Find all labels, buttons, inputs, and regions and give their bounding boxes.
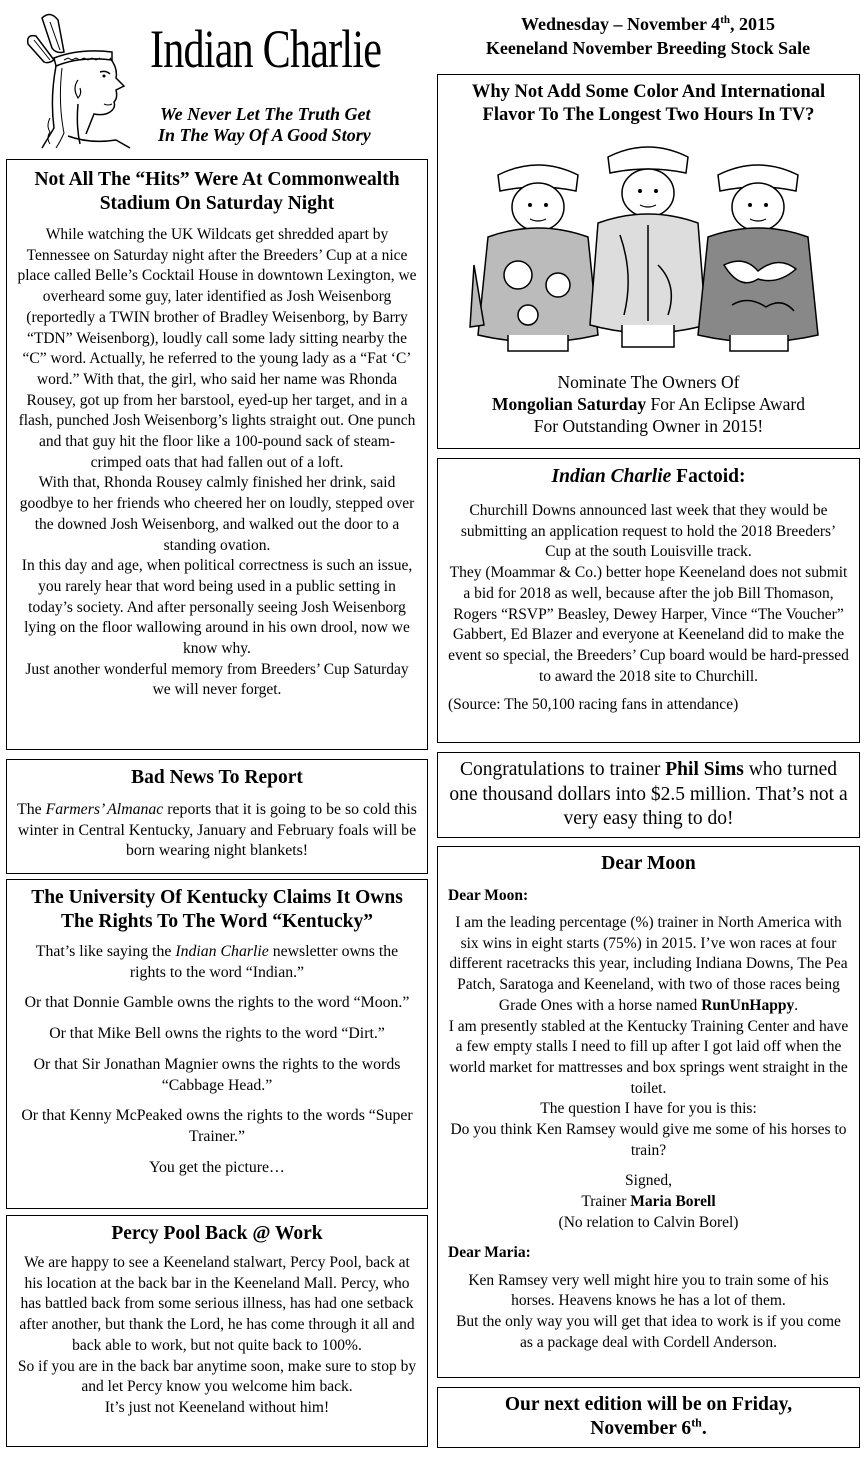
factoid-paragraph-2: They (Moammar & Co.) better hope Keeneland does not submit a bid for 2018 as well, because after the job Bill Thomason, Rogers “RSVP” Beasley, Dewey Harper, Vince “The Voucher” Gabbert, Ed Blazer and everyone at Keeneland did to make the event so special, the Breeders’ Cup board would be hard-pressed to award the 2018 site to Churchill.	[448, 564, 849, 685]
horse-name: RunUnHappy	[701, 996, 795, 1014]
letter-paragraph-4: Do you think Ken Ramsey would give me some of his horses to train?	[450, 1121, 847, 1159]
indian-head-logo	[20, 8, 150, 150]
letter-paragraph-3: The question I have for you is this:	[540, 1100, 757, 1118]
hits-paragraph-2: With that, Rhonda Rousey calmly finished her drink, said goodbye to her friends who cheered her on loudly, stepped over the downed Josh Weisenborg, and walked out the door to a standing ovation.	[19, 474, 415, 554]
dear-moon-box	[437, 846, 860, 1378]
next-edition-line-1: Our next edition will be on Friday,	[504, 1394, 793, 1415]
percy-paragraph-3: It’s just not Keeneland without him!	[104, 1398, 330, 1416]
letter-salutation: Dear Moon:	[448, 887, 529, 904]
signer-relation: (No relation to Calvin Borel)	[558, 1213, 739, 1231]
uk-rights-box	[6, 879, 428, 1209]
percy-box	[6, 1215, 428, 1447]
caption-line-2: Mongolian Saturday For An Eclipse Award	[492, 394, 805, 414]
congrats-box	[437, 752, 860, 838]
mongolian-caption	[448, 371, 849, 437]
hits-paragraph-3: In this day and age, when political correctness is such an issue, you rarely hear that word being used in a public setting in today’s society. And after personally seeing Josh Weisenborg lying on the floor wallowing around in his own drool, now we know why.	[21, 557, 413, 658]
letter-paragraph-2: I am presently stabled at the Kentucky Training Center and have a few empty stalls I need to fill up after I got laid off when the world market for mattresses and box springs went straight in the toilet.	[448, 1017, 849, 1097]
percy-paragraph-2: So if you are in the back bar anytime soon, make sure to stop by and let Percy know you welcome him back.	[17, 1357, 417, 1396]
factoid-paragraph-1: Churchill Downs announced last week that they would be submitting an application request to hold the 2018 Breeders’ Cup at the south Louisville track.	[460, 502, 837, 561]
reply-paragraph-2: But the only way you will get that idea to work is if you come as a package deal with Cordell Anderson.	[456, 1312, 841, 1351]
congrats-text: Congratulations to trainer Phil Sims who turned one thousand dollars into $2.5 million. That’s not a very easy thing to do!	[449, 759, 848, 829]
caption-line-3: For Outstanding Owner in 2015!	[533, 416, 764, 436]
bad-news-box	[6, 759, 428, 874]
percy-body	[15, 1253, 419, 1419]
uk-rights-line-5: Or that Kenny McPeaked owns the rights to the words “Super Trainer.”	[21, 1107, 413, 1145]
farmers-almanac-title: Farmers’ Almanac	[45, 801, 164, 818]
hits-paragraph-1: While watching the UK Wildcats get shredded apart by Tennessee on Saturday night after the Breeders’ Cup at a nice place called Belle’s Cocktail House in downtown Lexington, we overheard some guy, later identified as Josh Weisenborg (reportedly a TWIN brother of Bradley Weisenborg, by Barry “TDN” Weisenborg), loudly call some lady sitting nearby the “C” word. Actually, he referred to the young lady as a “Fat ‘C’ word.” With that, the girl, who said her name was Rhonda Rousey, got up from her barstool, eyed-up her target, and in a flash, punched Josh Weisenborg’s lights straight out. One punch and that guy hit the floor like a 100-pound sack of steam-crimped oats that had fallen out of a loft.	[17, 226, 417, 471]
hits-story-box	[6, 159, 428, 750]
mongolian-title: Why Not Add Some Color And International Flavor To The Longest Two Hours In TV?	[471, 82, 826, 125]
letter-body	[448, 913, 849, 1234]
masthead-title: Indian Charlie	[150, 19, 382, 79]
dear-moon-title: Dear Moon	[601, 853, 696, 874]
tagline-line-1: We Never Let The Truth Get	[160, 104, 371, 124]
edition-date: Wednesday – November 4th, 2015	[521, 14, 775, 34]
mongolian-owners-illustration	[448, 135, 849, 361]
reply-paragraph-1: Ken Ramsey very well might hire you to train some of his horses. Heavens knows he has a lot of them.	[468, 1271, 829, 1310]
factoid-body	[448, 501, 849, 716]
factoid-box	[437, 458, 860, 743]
uk-rights-body	[17, 942, 417, 1178]
next-edition-line-2: November 6th.	[590, 1415, 707, 1439]
factoid-source: (Source: The 50,100 racing fans in attendance)	[448, 696, 739, 714]
factoid-title: Indian Charlie Factoid:	[551, 466, 746, 487]
letter-paragraph-1: I am the leading percentage (%) trainer in North America with six wins in eight starts (75%) in 2015. I’ve won races at four different racetracks this year, including Indiana Downs, The Pea Patch, Saratoga and Keeneland, with two of those races being Grade Ones with a horse named RunUnHappy.	[449, 914, 848, 1014]
uk-rights-line-4: Or that Sir Jonathan Magnier owns the rights to the words “Cabbage Head.”	[33, 1055, 401, 1094]
signer: Trainer Maria Borell	[581, 1193, 716, 1211]
percy-paragraph-1: We are happy to see a Keeneland stalwart, Percy Pool, back at his location at the back bar in the Keeneland Mall. Percy, who has battled back from some serious illness, has had one setback after another, but thank the Lord, he has come through it all and back able to work, but not quite back to 100%.	[19, 1254, 415, 1354]
trainer-name: Phil Sims	[665, 759, 744, 780]
next-edition-text	[446, 1393, 851, 1441]
uk-rights-line-2: Or that Donnie Gamble owns the rights to the word “Moon.”	[24, 994, 410, 1012]
hits-story-body	[17, 225, 417, 701]
tagline-line-2: In The Way Of A Good Story	[158, 125, 371, 145]
hits-paragraph-4: Just another wonderful memory from Breeders’ Cup Saturday we will never forget.	[25, 660, 409, 699]
letter-signature	[448, 1171, 849, 1233]
reply-salutation: Dear Maria:	[448, 1243, 531, 1261]
uk-rights-line-1: That’s like saying the Indian Charlie newsletter owns the rights to the word “Indian.”	[35, 943, 399, 981]
reply-body	[448, 1271, 849, 1354]
signed-label: Signed,	[625, 1172, 672, 1190]
masthead-tagline	[158, 104, 418, 146]
bad-news-title: Bad News To Report	[131, 767, 303, 788]
bad-news-body: The Farmers’ Almanac reports that it is going to be so cold this winter in Central Kentucky, January and February foals will be born wearing night blankets!	[17, 801, 417, 860]
mongolian-box	[437, 74, 860, 449]
caption-line-1: Nominate The Owners Of	[557, 372, 740, 392]
edition-header	[436, 12, 860, 60]
percy-title: Percy Pool Back @ Work	[111, 1223, 323, 1244]
uk-rights-line-6: You get the picture…	[149, 1158, 285, 1176]
uk-rights-title: The University Of Kentucky Claims It Owns The Rights To The Word “Kentucky”	[31, 887, 403, 932]
next-edition-box	[437, 1387, 860, 1448]
uk-rights-line-3: Or that Mike Bell owns the rights to the word “Dirt.”	[49, 1025, 385, 1043]
hits-story-title: Not All The “Hits” Were At Commonwealth Stadium On Saturday Night	[34, 169, 400, 214]
three-owners-icon	[448, 135, 848, 361]
edition-event: Keeneland November Breeding Stock Sale	[485, 38, 811, 58]
indian-head-icon	[20, 8, 150, 150]
